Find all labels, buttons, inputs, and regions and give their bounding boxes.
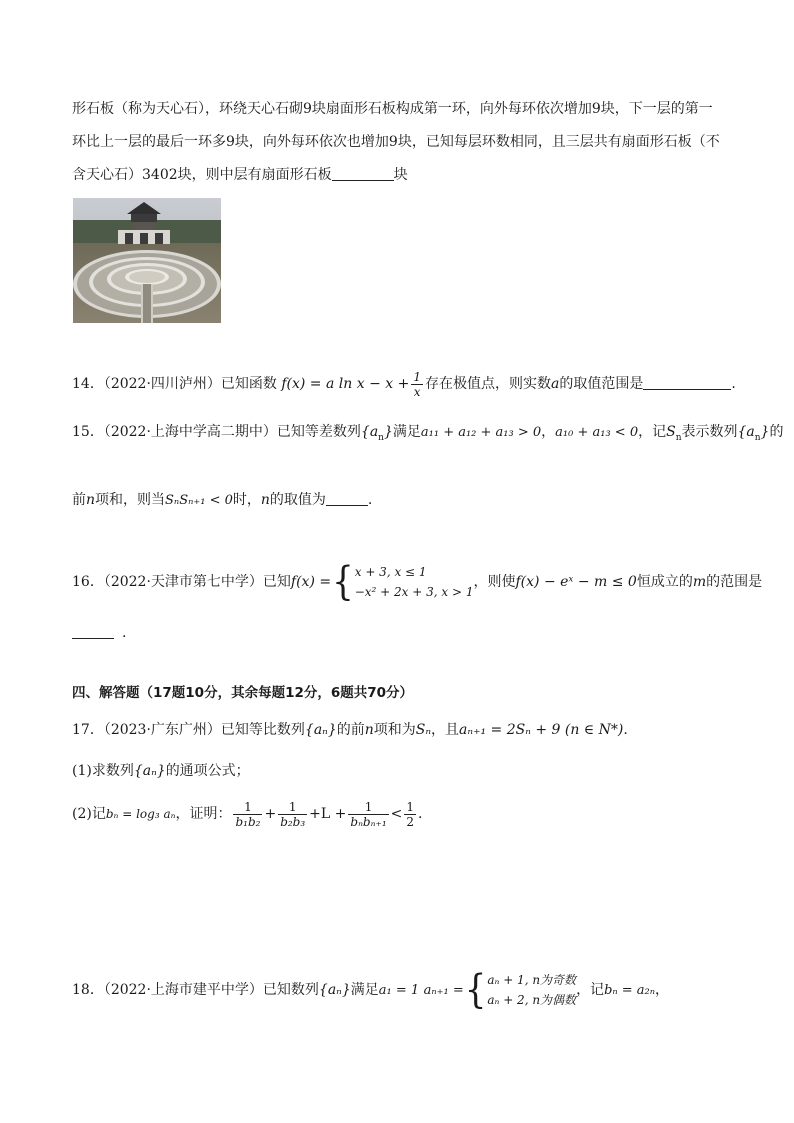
q15-l2e: 的取值为 (269, 492, 326, 508)
q14-text: 存在极值点，则实数 (424, 376, 551, 392)
q17-part1-seq: {aₙ} (133, 763, 166, 779)
q14-answer-blank[interactable] (643, 375, 731, 390)
q17-f1-den: b₁b₂ (235, 814, 261, 829)
q15-sn-s: S (666, 424, 676, 440)
q16-brace: { (332, 559, 354, 605)
q16-case-1: x + 3, x ≤ 1 (354, 565, 427, 579)
q16-m: m (692, 574, 707, 590)
q17-part1b: 的通项公式； (165, 763, 250, 779)
q16-mid2: 恒成立的 (636, 574, 693, 590)
circular-altar-photo (73, 198, 221, 323)
q17-prefix: 17．（2023·广东广州）已知等比数列 (72, 722, 305, 738)
q15-sn-sub: n (675, 433, 682, 443)
q15-seq-2 (737, 424, 770, 443)
q17-frac-1 (233, 800, 262, 829)
q16-prefix: 16．（2022·天津市第七中学）已知 (72, 574, 291, 590)
q15-cond2: a₁₀ + a₁₃ < 0 (555, 425, 639, 440)
q15-seq (360, 424, 393, 443)
q17-lt: < (390, 806, 403, 822)
q17-part-2 (72, 796, 422, 832)
q16-answer-blank[interactable] (72, 624, 114, 639)
q15-l2a: 前 (72, 492, 86, 508)
q15-cond1: a₁₁ + a₁₂ + a₁₃ > 0 (420, 425, 542, 440)
q13-line-1: 形石板（称为天心石），环绕天心石砌9块扇面形石板构成第一环，向外每环依次增加9块，下一层的第一 (72, 101, 713, 117)
q15-product: SₙSₙ₊₁ < 0 (165, 493, 233, 508)
q18-init: a₁ = 1 (378, 983, 420, 998)
q14-var-a: a (550, 376, 560, 392)
q15-prefix: 15．（2022·上海中学高二期中）已知等差数列 (72, 424, 361, 440)
section-4-heading: 四、解答题（17题10分，其余每题12分，6题共70分） (72, 685, 414, 701)
q17-f3-num: 1 (348, 800, 388, 815)
q17-plus: + (264, 806, 277, 822)
q15-seq2-close: } (760, 424, 770, 440)
q17-f2-num: 1 (278, 800, 307, 815)
q16-inequality: f(x) − eˣ − m ≤ 0 (515, 574, 637, 590)
q14 (72, 368, 736, 400)
q15-sep: ， (541, 424, 556, 440)
q14-text-2: 的取值范围是 (559, 376, 644, 392)
q18-bn: bₙ = a₂ₙ (604, 983, 656, 998)
q17-f4-num: 1 (406, 799, 414, 814)
q15-mid1: 满足 (392, 424, 421, 440)
q13-unit: 块 (393, 167, 408, 183)
q18-rec: aₙ₊₁ = (423, 983, 464, 998)
q13-line-2: 环比上一层的最后一环多9块，向外每环依次也增加9块，已知每层环数相同，且三层共有扇面形石板（不 (72, 134, 720, 150)
q17-part1a: (1)求数列 (72, 763, 134, 779)
q15-l2f: . (367, 492, 373, 508)
q18-case-2: aₙ + 2, n为偶数 (487, 993, 577, 1007)
q15-seq-sub: n (378, 433, 384, 443)
q17-mid3: ，且 (431, 722, 460, 738)
q15-line-2 (72, 491, 372, 510)
q18-mid2: ，记 (576, 982, 605, 998)
q13-answer-blank[interactable] (332, 166, 394, 181)
q15-seq-close: } (383, 424, 393, 440)
q17-bn-def: bₙ = log₃ aₙ (105, 807, 176, 821)
q17-f1-num: 1 (233, 800, 262, 815)
q16-mid: ，则使 (473, 574, 516, 590)
q15-l2b: 项和，则当 (95, 492, 166, 508)
q17-end: . (623, 722, 628, 738)
q18-brace: { (464, 967, 487, 1013)
q15-line-1 (72, 423, 783, 447)
q18-case-1: aₙ + 1, n为奇数 (487, 973, 577, 987)
q17-n: n (364, 722, 374, 738)
q16-cases (355, 562, 474, 602)
q17-part2-end: . (418, 806, 423, 822)
q15-end1: 的 (769, 424, 784, 440)
q17-part2c: ，证明： (175, 806, 232, 822)
q17-f3-den: bₙbₙ₊₁ (350, 814, 387, 829)
q17-f4-den: 2 (406, 814, 414, 829)
q18-cases (487, 970, 576, 1010)
q17-frac-2 (278, 800, 307, 829)
q18-prefix: 18．（2022·上海市建平中学）已知数列 (72, 982, 319, 998)
q15-seq2-sub: n (754, 433, 761, 443)
q17-relation: aₙ₊₁ = 2Sₙ + 9 (n ∈ N*) (459, 722, 624, 738)
q14-frac-den: x (413, 384, 421, 399)
q15-sn (666, 424, 682, 443)
q17-part-1 (72, 762, 250, 780)
q17-mid1: 的前 (336, 722, 365, 738)
q13-line-3-text: 含天心石）3402块，则中层有扇面形石板 (72, 167, 332, 183)
q16-line-2-end: . (122, 625, 127, 641)
q15-answer-blank[interactable] (326, 491, 368, 506)
q16-line-1 (72, 560, 762, 604)
q13-line-3 (72, 166, 408, 184)
q15-l2c: 时， (232, 492, 261, 508)
q17-frac-3 (348, 800, 388, 829)
q14-frac-num: 1 (413, 369, 421, 384)
q17-seq: {aₙ} (304, 722, 337, 738)
q16-fx: f(x) = (290, 574, 332, 590)
q14-function: f(x) = a ln x − x + (281, 376, 410, 392)
q18-line-1 (72, 968, 669, 1013)
q17-sn: Sₙ (415, 722, 432, 738)
q18-end: ， (655, 982, 670, 998)
q16-case-2: −x² + 2x + 3, x > 1 (354, 585, 474, 599)
q15-seq-a: {a (360, 424, 379, 440)
q17-line-1 (72, 721, 628, 739)
q15-seq2-a: {a (737, 424, 755, 440)
q14-end: . (731, 376, 736, 392)
q18-seq: {aₙ} (318, 982, 351, 998)
q14-prefix: 14．（2022·四川泸州）已知函数 (72, 376, 277, 392)
q17-dots: +L + (309, 806, 347, 822)
q16-line-2 (72, 624, 126, 642)
q17-frac-4 (404, 800, 416, 829)
q17-part2a: (2)记 (72, 806, 106, 822)
q15-mid2: ，记 (638, 424, 667, 440)
q15-l2d: n (260, 492, 270, 508)
q16-end: 的范围是 (706, 574, 763, 590)
q15-l2n: n (86, 492, 96, 508)
q14-fraction (411, 370, 423, 399)
q17-mid2: 项和为 (373, 722, 416, 738)
q18-mid1: 满足 (350, 982, 379, 998)
q15-mid3: 表示数列 (681, 424, 738, 440)
q17-f2-den: b₂b₃ (280, 814, 306, 829)
